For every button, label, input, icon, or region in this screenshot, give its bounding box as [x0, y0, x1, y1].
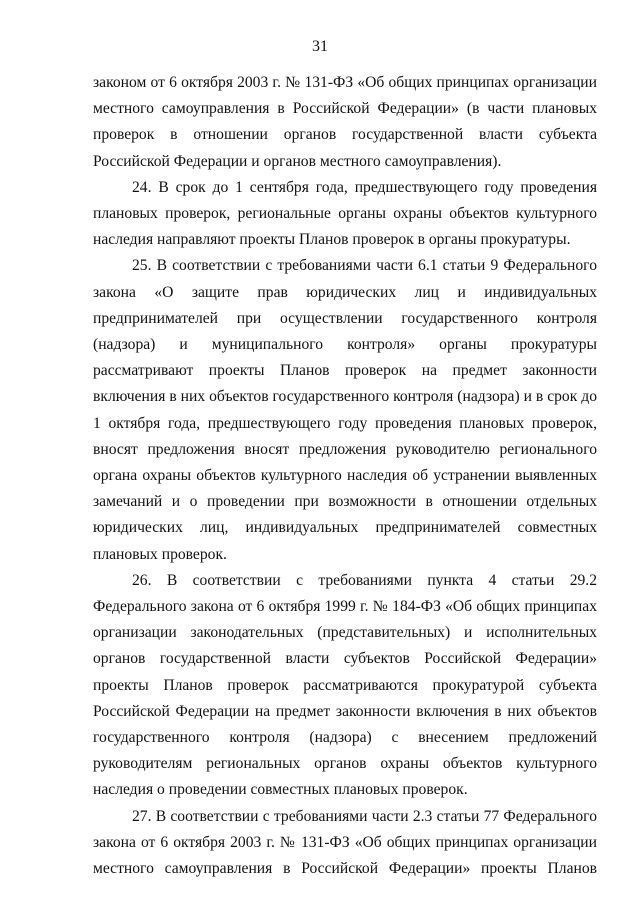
- page-number: 31: [312, 38, 328, 55]
- paragraph-25: 25. В соответствии с требованиями части 6.1 статьи 9 Федерального закона «О защите прав юридических лиц и индивидуальных предпринимателей при осуществлении государственного контроля (надзора) и муниципального контроля» органы прокуратуры рассматривают проекты Планов проверок на предмет законности включения в них объектов государственного контроля (надзора) и в срок до 1 октября года, предшествующего году проведения плановых проверок, вносят предложения вносят предложения руководителю регионального органа охраны объектов культурного наследия об устранении выявленных замечаний и о проведении при возможности в отношении отдельных юридических лиц, индивидуальных предпринимателей совместных плановых проверок.: [93, 257, 597, 563]
- paragraph-continuation: законом от 6 октября 2003 г. № 131-ФЗ «Об общих принципах организации местного самоуправления в Российской Федерации» (в части плановых проверок в отношении органов государственной власти субъекта Российской Федерации и органов местного самоуправления).: [93, 74, 597, 170]
- paragraph-27: 27. В соответствии с требованиями части 2.3 статьи 77 Федерального закона от 6 октября 2003 г. № 131-ФЗ «Об общих принципах организации местного самоуправления в Российской Федерации» проекты Планов: [93, 807, 597, 878]
- paragraph-26: 26. В соответствии с требованиями пункта 4 статьи 29.2 Федерального закона от 6 октября 1999 г. № 184-ФЗ «Об общих принципах организации законодательных (представительных) и исполнительных органов государственной власти субъектов Российской Федерации» проекты Планов проверок рассматриваются прокуратурой субъекта Российской Федерации на предмет законности включения в них объектов государственного контроля (надзора) с внесением предложений руководителям региональных органов охраны объектов культурного наследия о проведении совместных плановых проверок.: [93, 571, 597, 799]
- document-body: [93, 70, 597, 882]
- paragraph-24: 24. В срок до 1 сентября года, предшествующего году проведения плановых проверок, региональные органы охраны объектов культурного наследия направляют проекты Планов проверок в органы прокуратуры.: [93, 178, 597, 249]
